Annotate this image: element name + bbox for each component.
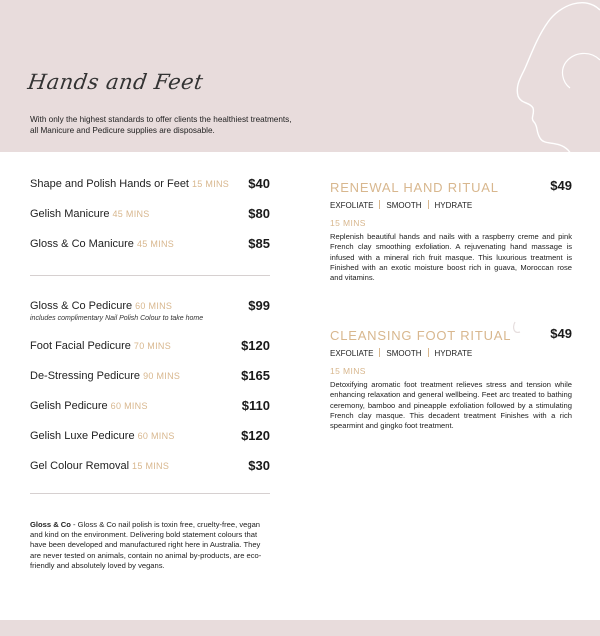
service-price: $110 [241,398,270,413]
service-row [30,296,270,336]
service-row [30,174,270,204]
service-name: Foot Facial Pedicure 70 MINS [30,340,172,352]
service-name: Gelish Luxe Pedicure 60 MINS [30,430,175,442]
service-name: Shape and Polish Hands or Feet 15 MINS [30,178,230,190]
service-row [30,426,270,456]
service-row [30,234,270,264]
gloss-co-brand: Gloss & Co [30,520,71,529]
footer-band [0,620,600,636]
ritual-description: Detoxifying aromatic foot treatment relieves stress and tension while enhancing relaxation and general wellbeing. Feet arc treated to bathing ceremony, bamboo and pineapple exfoliation followed by a stimulating French clay masque. This decadent treatment Finishes with a rich spearmint and gingko foot treatment. [330,380,572,431]
gloss-co-note [30,520,270,571]
service-duration: 15 MINS [192,179,230,189]
service-note: includes complimentary Nail Polish Colour to take home [30,315,204,322]
service-row [30,204,270,234]
service-duration: 60 MINS [135,301,173,311]
ritual-duration: 15 MINS [330,366,366,376]
service-name: De-Stressing Pedicure 90 MINS [30,370,181,382]
service-price: $165 [241,368,270,383]
service-duration: 90 MINS [143,371,181,381]
service-price: $40 [248,176,270,191]
service-price: $30 [248,458,270,473]
ritual-description: Replenish beautiful hands and nails with a raspberry creme and pink French clay smoothing exfoliation. A rejuvenating hand massage is infused with a mineral rich fruit masque. This luxurious treatment is Finished with an exotic moisture boost rich in guava, Moroccan rose and vitamins. [330,232,572,283]
service-name: Gloss & Co Manicure 45 MINS [30,238,175,250]
ritual-tag: HYDRATE [434,201,473,210]
service-duration: 70 MINS [133,341,172,351]
service-row [30,366,270,396]
tag-separator [428,348,429,357]
service-price: $80 [248,206,270,221]
service-price: $99 [248,298,270,313]
ritual-tags [330,348,472,358]
hands-service-list [30,174,270,264]
service-price: $120 [241,338,270,353]
service-price: $85 [248,236,270,251]
page-title: Hands and Feet [26,70,205,94]
service-duration: 60 MINS [137,431,175,441]
service-duration: 15 MINS [132,461,170,471]
service-duration: 45 MINS [112,209,150,219]
ritual-title: CLEANSING FOOT RITUAL [330,328,512,343]
service-name: Gelish Manicure 45 MINS [30,208,150,220]
tag-separator [379,200,380,209]
feet-service-list [30,296,270,486]
service-name: Gel Colour Removal 15 MINS [30,460,170,472]
service-row [30,336,270,366]
tag-separator [379,348,380,357]
ritual-tag: EXFOLIATE [330,201,374,210]
ritual-title: RENEWAL HAND RITUAL [330,180,499,195]
divider [30,493,270,494]
ritual-duration: 15 MINS [330,218,366,228]
intro-text: With only the highest standards to offer clients the healthiest treatments, all Manicure and Pedicure supplies are disposable. [30,115,292,135]
ritual-tags [330,200,472,210]
ritual-tag: EXFOLIATE [330,349,374,358]
ritual-tag: HYDRATE [434,349,473,358]
ritual-tag: SMOOTH [386,349,422,358]
service-duration: 60 MINS [110,401,148,411]
service-row [30,396,270,426]
service-name: Gloss & Co Pedicure 60 MINS [30,300,173,312]
gloss-co-text: - Gloss & Co nail polish is toxin free, cruelty-free, vegan and kind on the environment. Delivering bold statement colours that have been developed and manufactured right here in Australia. They are never tested on animals, contain no animal by-products, are eco-friendly and absolutely loved by vegans. [30,520,262,570]
service-name: Gelish Pedicure 60 MINS [30,400,148,412]
divider [30,275,270,276]
service-row [30,456,270,486]
ritual-tag: SMOOTH [386,201,422,210]
ritual-price: $49 [550,178,572,193]
ritual-price: $49 [550,326,572,341]
service-duration: 45 MINS [136,239,175,249]
tag-separator [428,200,429,209]
service-price: $120 [241,428,270,443]
